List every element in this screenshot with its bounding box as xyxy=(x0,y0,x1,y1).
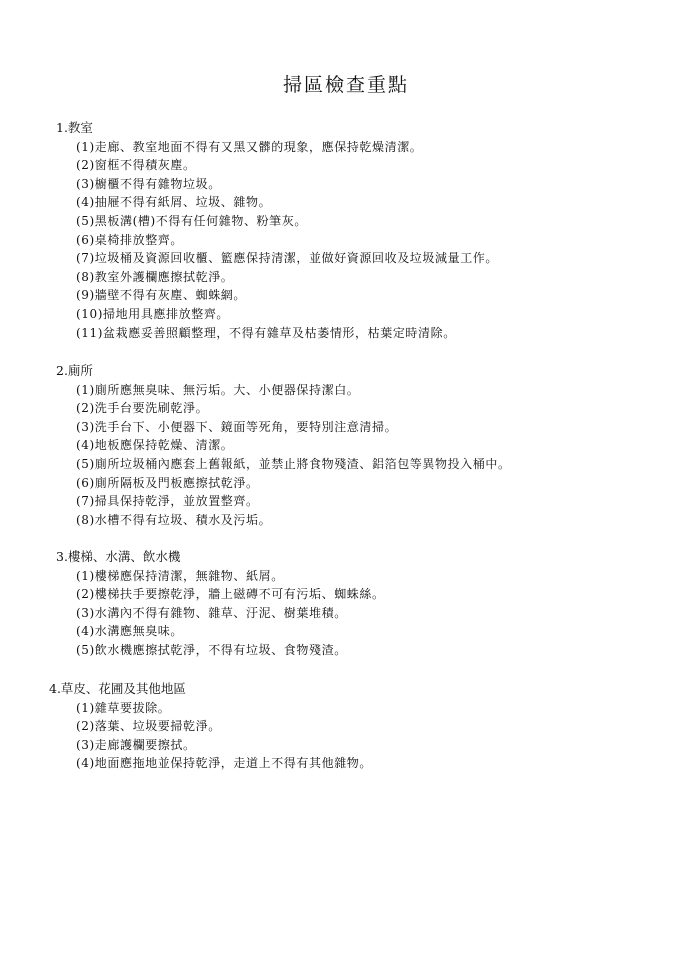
section-heading: 1.教室 xyxy=(56,120,93,135)
list-item: (5)飲水機應擦拭乾淨，不得有垃圾、食物殘渣。 xyxy=(76,642,347,657)
list-item: (2)樓梯扶手要擦乾淨，牆上磁磚不可有污垢、蜘蛛絲。 xyxy=(76,587,385,602)
section-heading: 2.廁所 xyxy=(56,363,93,378)
list-item: (2)落葉、垃圾要掃乾淨。 xyxy=(76,719,221,734)
list-item: (3)水溝內不得有雜物、雜草、汙泥、樹葉堆積。 xyxy=(76,605,347,620)
page-title: 掃區檢查重點 xyxy=(282,74,409,96)
list-item: (1)走廊、教室地面不得有又黑又髒的現象，應保持乾燥清潔。 xyxy=(76,139,423,154)
list-item: (10)掃地用具應排放整齊。 xyxy=(76,306,230,321)
list-item: (2)洗手台要洗刷乾淨。 xyxy=(76,401,209,416)
list-item: (7)掃具保持乾淨，並放置整齊。 xyxy=(76,494,259,509)
list-item: (3)櫥櫃不得有雜物垃圾。 xyxy=(76,176,221,191)
list-item: (1)廁所應無臭味、無污垢。大、小便器保持潔白。 xyxy=(76,382,360,397)
section-stairs-gutters-fountains xyxy=(0,548,692,660)
list-item: (2)窗框不得積灰塵。 xyxy=(76,158,196,173)
list-item: (8)教室外護欄應擦拭乾淨。 xyxy=(76,269,234,284)
list-item: (6)廁所隔板及門板應擦拭乾淨。 xyxy=(76,475,259,490)
list-item: (4)地板應保持乾燥、清潔。 xyxy=(76,438,234,453)
list-item: (11)盆栽應妥善照顧整理，不得有雜草及枯萎情形，枯葉定時清除。 xyxy=(76,325,456,340)
section-heading: 3.樓梯、水溝、飲水機 xyxy=(56,549,181,564)
list-item: (5)廁所垃圾桶內應套上舊報紙，並禁止將食物殘渣、鋁箔包等異物投入桶中。 xyxy=(76,456,511,471)
list-item: (1)樓梯應保持清潔，無雜物、紙屑。 xyxy=(76,568,284,583)
list-item: (8)水槽不得有垃圾、積水及污垢。 xyxy=(76,512,272,527)
list-item: (6)桌椅排放整齊。 xyxy=(76,232,183,247)
list-item: (4)地面應拖地並保持乾淨，走道上不得有其他雜物。 xyxy=(76,756,372,771)
list-item: (9)牆壁不得有灰塵、蜘蛛網。 xyxy=(76,288,246,303)
list-item: (4)抽屜不得有紙屑、垃圾、雜物。 xyxy=(76,195,272,210)
list-item: (3)走廊護欄要擦拭。 xyxy=(76,737,196,752)
section-heading: 4.草皮、花圃及其他地區 xyxy=(49,681,186,696)
section-classroom xyxy=(0,119,692,342)
list-item: (3)洗手台下、小便器下、鏡面等死角，要特別注意清掃。 xyxy=(76,419,398,434)
list-item: (4)水溝應無臭味。 xyxy=(76,624,183,639)
list-item: (1)雜草要拔除。 xyxy=(76,700,171,715)
section-lawn-gardens-other xyxy=(0,680,692,773)
section-restroom xyxy=(0,362,692,529)
list-item: (7)垃圾桶及資源回收櫃、籃應保持清潔，並做好資源回收及垃圾減量工作。 xyxy=(76,251,499,266)
list-item: (5)黑板溝(槽)不得有任何雜物、粉筆灰。 xyxy=(76,213,307,228)
